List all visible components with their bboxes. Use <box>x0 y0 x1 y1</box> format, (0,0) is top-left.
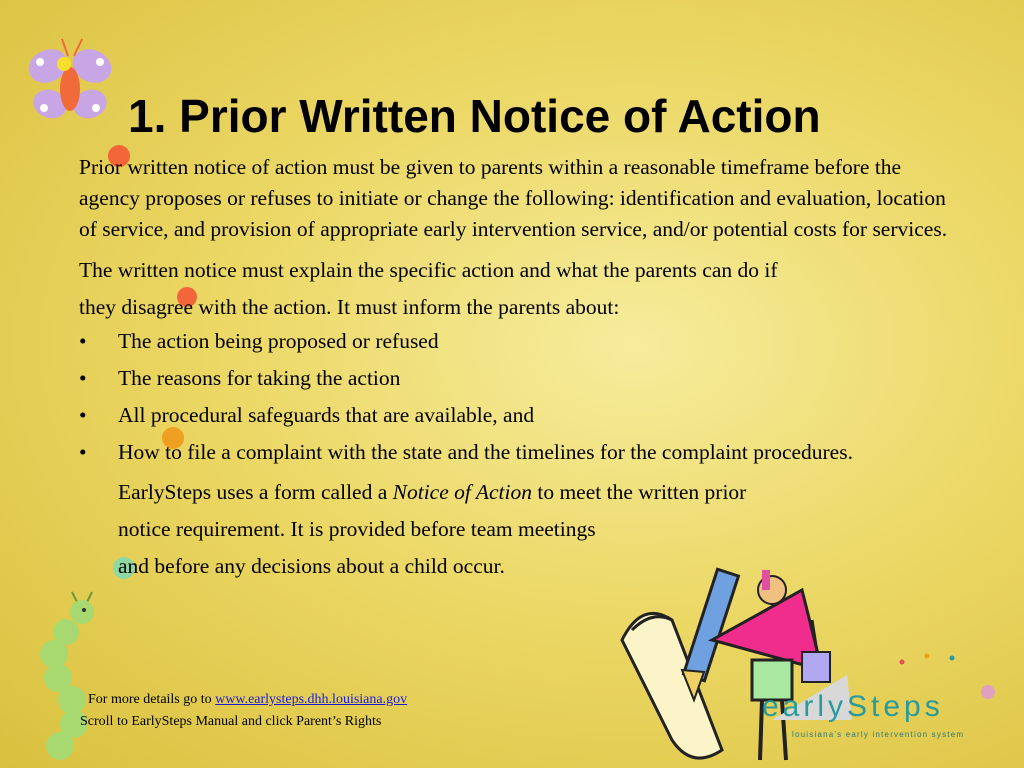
bullet-icon: • <box>79 366 87 390</box>
paragraph-2-line-2: they disagree with the action. It must inform the parents about: <box>79 294 620 319</box>
bullet-text: All procedural safeguards that are available, and <box>118 403 535 427</box>
list-item <box>79 363 959 394</box>
note-line-1 <box>79 474 959 511</box>
caterpillar-icon <box>28 590 108 768</box>
butterfly-icon <box>20 34 120 134</box>
bullet-text: How to file a complaint with the state and the timelines for the complaint procedures. <box>118 440 853 464</box>
earlysteps-logo <box>752 650 1012 745</box>
footer-line-2: Scroll to EarlySteps Manual and click Parent’s Rights <box>80 714 382 729</box>
bullet-icon: • <box>79 440 87 464</box>
bullet-icon: • <box>79 329 87 353</box>
logo-brand: earlySteps <box>762 690 944 723</box>
slide-title: 1. Prior Written Notice of Action <box>128 90 821 142</box>
footer <box>80 689 407 733</box>
bullet-icon: • <box>79 403 87 427</box>
slide-body <box>79 152 959 585</box>
paragraph-2-line-1: The written notice must explain the specific action and what the parents can do if <box>79 258 778 282</box>
list-item <box>79 400 959 431</box>
form-name: Notice of Action <box>392 480 532 504</box>
bullet-text: The reasons for taking the action <box>118 366 401 390</box>
paragraph-1: Prior written notice of action must be given to parents within a reasonable timeframe before the agency proposes or refuses to initiate or change the following: identification and evaluation, location of service, and provision of appropriate early intervention service, and/or potential costs for services. <box>79 155 948 241</box>
note-text: EarlySteps uses a form called a <box>118 480 393 504</box>
footer-line-1 <box>80 689 407 711</box>
note-line-2: notice requirement. It is provided before team meetings <box>118 517 596 541</box>
logo-graphic <box>752 650 1012 745</box>
list-item <box>79 437 918 468</box>
note-text: to meet the written prior <box>531 480 747 504</box>
note-line-3: and before any decisions about a child occur. <box>118 554 505 578</box>
bullet-text: The action being proposed or refused <box>118 329 439 353</box>
bullet-list <box>79 326 959 468</box>
logo-tagline: louisiana's early intervention system <box>792 730 965 739</box>
footer-prefix: For more details go to <box>88 692 216 707</box>
list-item <box>79 326 959 357</box>
earlysteps-website-link[interactable]: www.earlysteps.dhh.louisiana.gov <box>215 692 408 707</box>
